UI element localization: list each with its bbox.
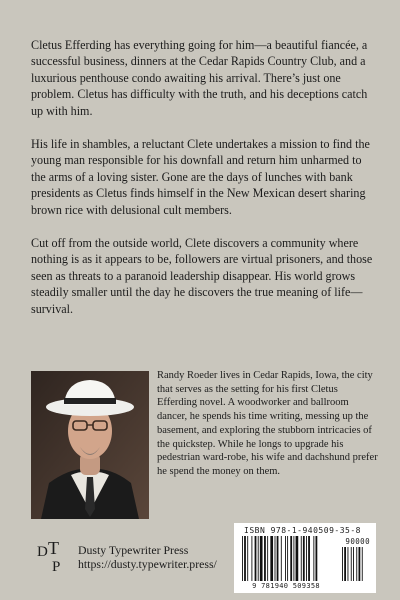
- barcode-digits: 9 781940 509358: [252, 582, 320, 590]
- author-bio: Randy Roeder lives in Cedar Rapids, Iowa, the city that serves as the setting for his first Cletus Efferding novel. A woodworker and ballroom dancer, he spends his time writing, messing up the basement, and exploring the stubborn intricacies of the quickstep. While he longs to upgrade his pedestrian ward-robe, his wife and dachshund prefer he spend the money on them.: [157, 370, 378, 477]
- price-code: 90000: [345, 537, 370, 546]
- blurb-paragraph-3: Cut off from the outside world, Clete discovers a community where nothing is as it appears to be, followers are virtual prisoners, and those seen as threats to a paranoid leadership disappear. His world grows steadily smaller until the day he discovers the true meaning of life—survival.: [31, 236, 373, 316]
- publisher-name: Dusty Typewriter Press: [78, 543, 189, 557]
- svg-text:T: T: [48, 540, 59, 558]
- isbn-number: ISBN 978-1-940509-35-8: [244, 526, 361, 535]
- blurb-paragraph-2: His life in shambles, a reluctant Clete undertakes a mission to find the young man responsible for his downfall and return him unharmed to the arms of a loving sister. Gone are the days of lunches with bank presidents as Cletus finds himself in the New Mexican desert sharing brown rice with delusional cult members.: [31, 137, 370, 217]
- publisher-logo: [37, 540, 68, 574]
- publisher-url[interactable]: https://dusty.typewriter.press/: [78, 557, 217, 571]
- blurb-paragraph-1: Cletus Efferding has everything going for him—a beautiful fiancée, a successful business, dinners at the Cedar Rapids Country Club, and a luxurious penthouse condo awaiting his arrival. There’s just one problem. Cletus has difficulty with the truth, and his deceptions catch up with him.: [31, 38, 368, 118]
- book-blurb: [31, 37, 377, 334]
- svg-text:P: P: [52, 559, 61, 574]
- isbn-barcode-block: [234, 523, 376, 593]
- svg-text:D: D: [37, 544, 48, 560]
- author-photo: [31, 371, 149, 519]
